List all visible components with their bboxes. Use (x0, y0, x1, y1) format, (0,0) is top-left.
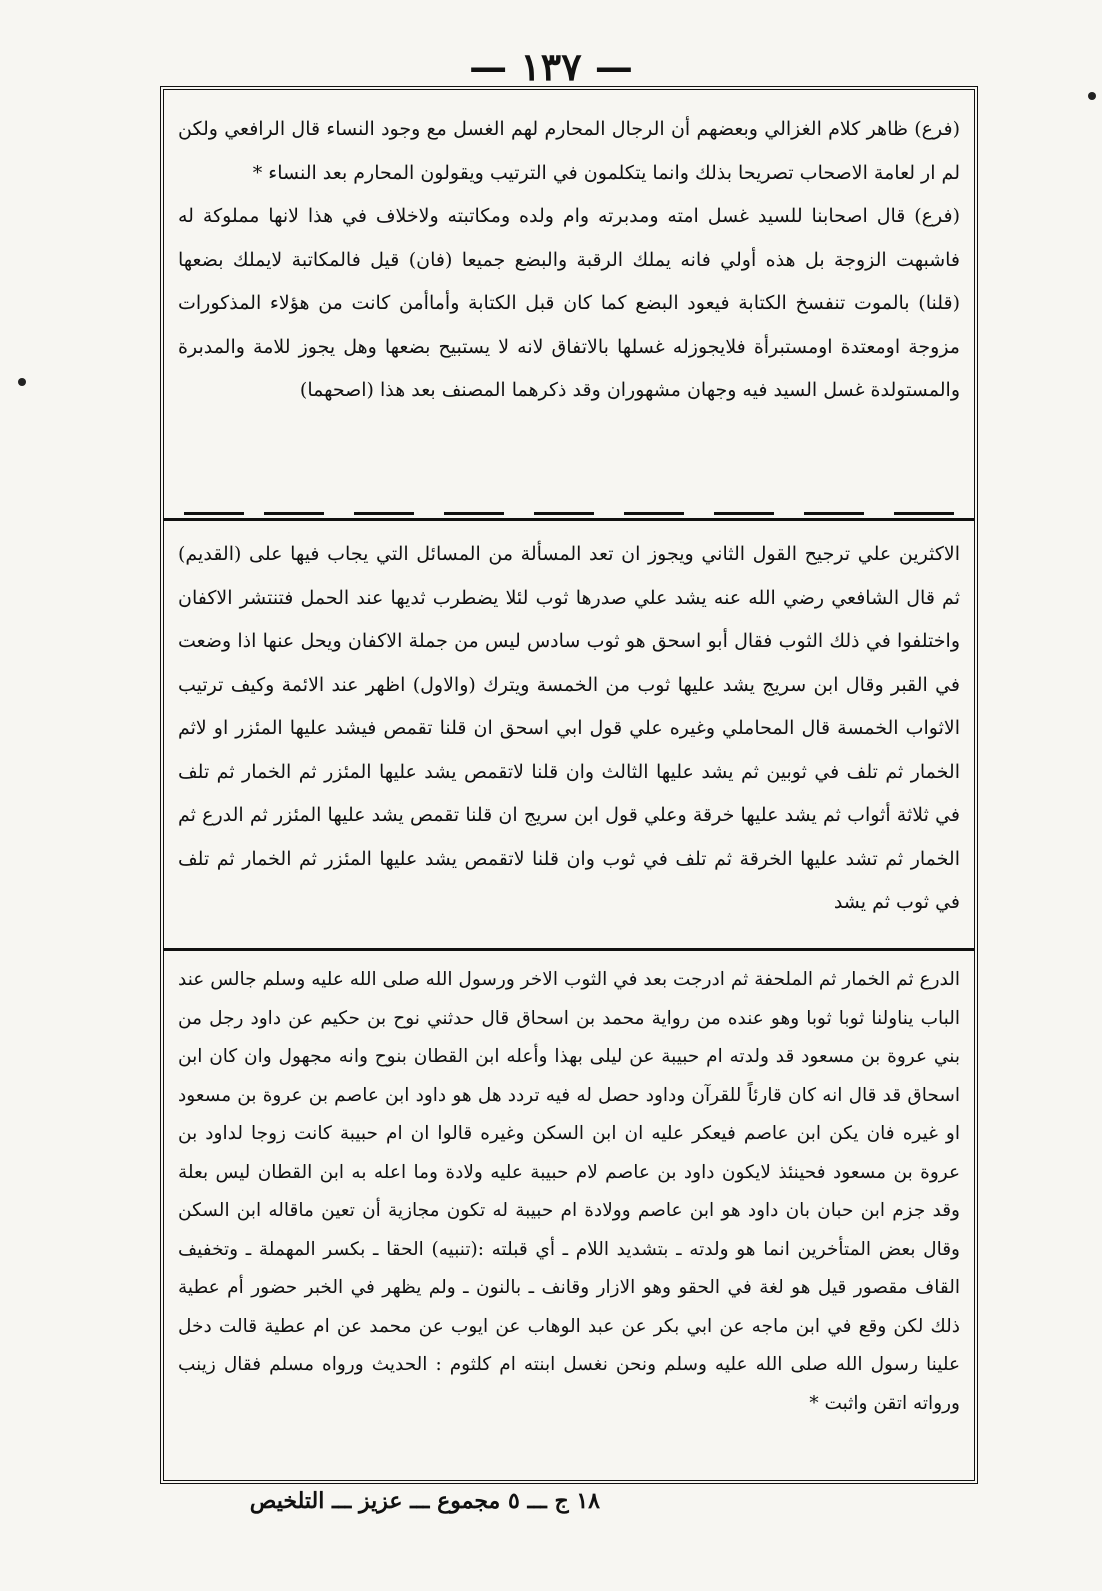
main-text-section (164, 90, 974, 510)
page-number: — ١٣٧ — (469, 44, 633, 89)
dashed-divider (164, 510, 974, 518)
commentary-paragraph: الاكثرين علي ترجيح القول الثاني ويجوز ان تعد المسألة من المسائل التي يجاب فيها على (القديم) ثم قال الشافعي رضي الله عنه يشد علي صدرها ثوب لئلا يضطرب ثديها عند الحمل فتنتشر الاكفان واختلفوا في ذلك الثوب فقال أبو اسحق هو ثوب سادس ليس من جملة الاكفان ويحل عنها اذا وضعت في القبر وقال ابن سريج يشد عليها ثوب من الخمسة ويترك (والاول) اظهر عند الائمة وكيف ترتيب الاثواب الخمسة قال المحاملي وغيره علي قول ابي اسحق ان قلنا تقمص فيشد عليها المئزر او لاثم الخمار ثم تلف في ثوبين ثم يشد عليها الثالث وان قلنا لاتقمص يشد عليها المئزر ثم الخمار ثم تلف في ثلاثة أثواب ثم يشد عليها خرقة وعلي قول ابن سريج ان قلنا تقمص يشد عليها المئزر ثم الدرع ثم الخمار ثم تشد عليها الخرقة ثم تلف في ثوب وان قلنا لاتقمص يشد عليها المئزر ثم الخمار ثم تلف في ثوب ثم يشد (178, 543, 960, 913)
takhrij-section (164, 948, 974, 1468)
page-frame (160, 86, 978, 1484)
main-paragraph: (فرع) ظاهر كلام الغزالي وبعضهم أن الرجال المحارم لهم الغسل مع وجود النساء قال الرافعي ولكن لم ار لعامة الاصحاب تصريحا بذلك وانما يتكلمون في الترتيب ويقولون المحارم بعد النساء * (178, 118, 960, 184)
commentary-section (164, 518, 974, 948)
takhrij-paragraph: الدرع ثم الخمار ثم الملحفة ثم ادرجت بعد في الثوب الاخر ورسول الله صلى الله عليه وسلم جالس عند الباب يناولنا ثوبا ثوبا وهو عنده من رواية محمد بن اسحاق قال حدثني نوح بن حكيم عن داود رجل من بني عروة بن مسعود قد ولدته ام حبيبة عن ليلى بهذا وأعله ابن القطان بنوح وانه مجهول وان كان ابن اسحاق قد قال انه كان قارئاً للقرآن وداود حصل له فيه تردد هل هو داود ابن عاصم بن عروة بن مسعود او غيره فان يكن ابن عاصم فيعكر عليه ان ابن السكن وغيره قالوا ان ام حبيبة كانت زوجا لداود بن عروة بن مسعود فحينئذ لايكون داود بن عاصم لام حبيبة عليه ولادة وما اعله به ابن القطان ليس بعلة وقد جزم ابن حبان بان داود هو ابن عاصم وولادة ام حبيبة له تكون مجازية أن تعين ماقاله ابن السكن وقال بعض المتأخرين انما هو ولدته ـ بتشديد اللام ـ أي قبلته :(تنبيه) الحقا ـ بكسر المهملة ـ وتخفيف القاف مقصور قيل هو لغة في الحقو وهو الازار وقانف ـ بالنون ـ ولم يظهر في الخبر حضور أم عطية ذلك لكن وقع في ابن ماجه عن ابي بكر عن عبد الوهاب عن ايوب عن محمد عن ام عطية قالت دخل علينا رسول الله صلى الله عليه وسلم ونحن نغسل ابنته ام كلثوم : الحديث ورواه مسلم فقال زينب ورواته اتقن واثبت * (178, 969, 960, 1414)
printer-signature: ١٨ ج ـــ ٥ مجموع ـــ عزيز ـــ التلخيص (249, 1488, 600, 1514)
main-paragraph: (فرع) قال اصحابنا للسيد غسل امته ومدبرته وام ولده ومكاتبته ولاخلاف في هذا لانها مملوكة له فاشبهت الزوجة بل هذه أولي فانه يملك الرقبة والبضع جميعا (فان) قيل فالمكاتبة لايملك بضعها (قلنا) بالموت تنفسخ الكتابة فيعود البضع كما كان قبل الكتابة وأماأمن كانت من هؤلاء المذكورات مزوجة اومعتدة اومستبرأة فلايجوزله غسلها بالاتفاق لانه لا يستبيح بضعها وهل يجوز للامة والمدبرة والمستولدة غسل السيد فيه وجهان مشهوران وقد ذكرهما المصنف بعد هذا (اصحهما) (178, 205, 960, 401)
margin-speck (1088, 92, 1096, 100)
margin-speck (18, 378, 26, 386)
